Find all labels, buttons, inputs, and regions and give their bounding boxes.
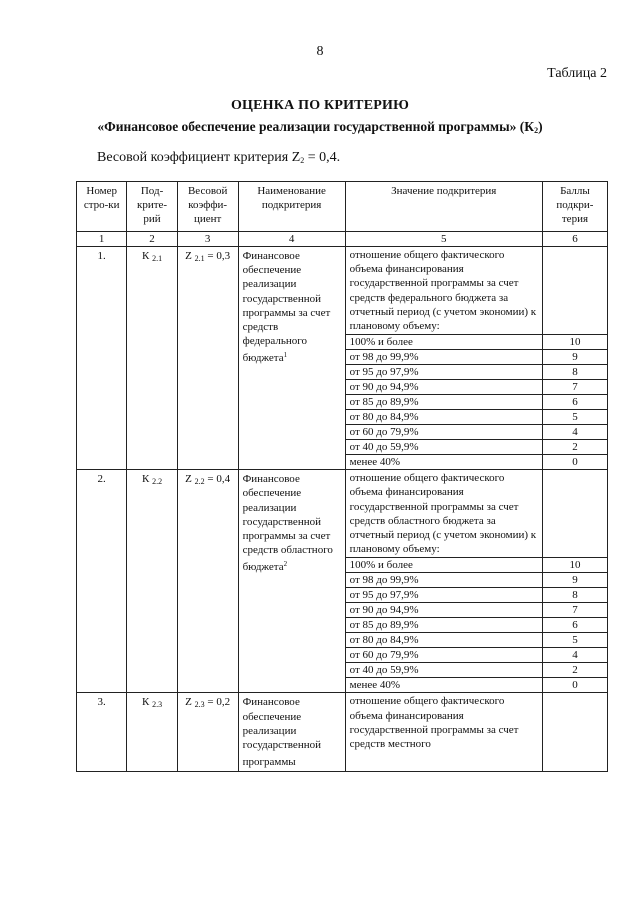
range-score: 5 (542, 633, 607, 648)
range-score: 8 (542, 365, 607, 380)
column-number: 6 (542, 232, 607, 247)
subcriterion-index: 2.3 (152, 700, 163, 710)
range-score: 2 (542, 440, 607, 455)
range-score: 0 (542, 455, 607, 470)
range-label: от 95 до 97,9% (345, 365, 542, 380)
weight-coefficient (177, 693, 238, 772)
header-score: Баллы подкри-терия (542, 182, 607, 232)
coefficient-letter: Z (185, 473, 195, 486)
subcriterion-description: отношение общего фактического объема финансирования государственной программы за счет средств областного бюджета за отчетный период (с учетом экономии) к плановому объему: (345, 470, 542, 558)
subcriterion-name (238, 247, 345, 470)
header-row-number: Номер стро-ки (77, 182, 127, 232)
score-blank-cell (542, 247, 607, 335)
weight-text: Весовой коэффициент критерия Z (97, 150, 301, 165)
subtitle-text: «Финансовое обеспечение реализации государственной программы» (К (97, 119, 535, 134)
range-score: 6 (542, 395, 607, 410)
coefficient-index: 2.2 (194, 477, 205, 487)
column-number: 4 (238, 232, 345, 247)
weight-coefficient (177, 470, 238, 693)
table-body (77, 247, 608, 772)
range-label: 100% и более (345, 335, 542, 350)
range-label: менее 40% (345, 678, 542, 693)
subcriterion-letter: К (141, 696, 153, 709)
subcriterion-name (238, 470, 345, 693)
subcriterion-letter: К (141, 250, 153, 262)
range-label: менее 40% (345, 455, 542, 470)
subcriterion-index: 2.2 (152, 477, 163, 487)
range-score: 9 (542, 573, 607, 588)
range-score: 10 (542, 558, 607, 573)
range-score: 7 (542, 603, 607, 618)
subcriterion-letter: К (141, 473, 153, 486)
range-score: 8 (542, 588, 607, 603)
score-blank-cell (542, 693, 607, 772)
coefficient-value: = 0,4 (204, 473, 231, 486)
coefficient-letter: Z (185, 250, 195, 262)
range-score: 6 (542, 618, 607, 633)
range-label: от 90 до 94,9% (345, 603, 542, 618)
column-number: 5 (345, 232, 542, 247)
range-label: от 60 до 79,9% (345, 648, 542, 663)
subcriterion-code (127, 470, 177, 693)
header-value: Значение подкритерия (345, 182, 542, 232)
subcriterion-description: отношение общего фактического объема финансирования государственной программы за счет средств федерального бюджета за отчетный период (с учетом экономии) к плановому объему: (345, 247, 542, 335)
subcriterion-name (238, 693, 345, 772)
range-label: от 40 до 59,9% (345, 440, 542, 455)
range-label: от 90 до 94,9% (345, 380, 542, 395)
header-name: Наименование подкритерия (238, 182, 345, 232)
table-header-row (77, 182, 608, 232)
range-score: 9 (542, 350, 607, 365)
range-label: от 85 до 89,9% (345, 618, 542, 633)
footnote-marker: 1 (283, 351, 288, 360)
table-row (77, 693, 608, 772)
row-number: 2. (77, 470, 127, 693)
column-number: 2 (127, 232, 177, 247)
range-label: от 40 до 59,9% (345, 663, 542, 678)
subcriterion-name-text: Финансовое обеспечение реализации государственной программы за счет средств областного бюджета (242, 473, 333, 574)
header-subcriterion: Под-крите-рий (127, 182, 177, 232)
score-blank-cell (542, 470, 607, 558)
coefficient-value: = 0,2 (204, 696, 231, 709)
weight-coefficient (177, 247, 238, 470)
subcriterion-description: отношение общего фактического объема финансирования государственной программы за счет средств местного (345, 693, 542, 772)
range-label: от 80 до 84,9% (345, 633, 542, 648)
criteria-table (76, 181, 608, 772)
range-label: 100% и более (345, 558, 542, 573)
column-number: 3 (177, 232, 238, 247)
range-label: от 85 до 89,9% (345, 395, 542, 410)
table-row (77, 247, 608, 335)
table-label: Таблица 2 (547, 66, 607, 81)
range-score: 5 (542, 410, 607, 425)
page-subtitle (0, 119, 640, 135)
coefficient-index: 2.1 (194, 254, 205, 263)
range-score: 4 (542, 648, 607, 663)
column-number: 1 (77, 232, 127, 247)
subtitle-end: ) (538, 119, 543, 134)
weight-value: = 0,4. (304, 150, 341, 165)
coefficient-letter: Z (185, 696, 195, 709)
range-label: от 60 до 79,9% (345, 425, 542, 440)
range-label: от 98 до 99,9% (345, 573, 542, 588)
range-score: 4 (542, 425, 607, 440)
footnote-marker: 2 (283, 560, 288, 569)
range-label: от 98 до 99,9% (345, 350, 542, 365)
subcriterion-name-text: Финансовое обеспечение реализации государственной программы (242, 696, 321, 769)
subtitle-subscript: 2 (534, 126, 539, 135)
column-number-row (77, 232, 608, 247)
range-label: от 80 до 84,9% (345, 410, 542, 425)
range-label: от 95 до 97,9% (345, 588, 542, 603)
page-title: ОЦЕНКА ПО КРИТЕРИЮ (230, 98, 410, 113)
range-score: 7 (542, 380, 607, 395)
row-number: 3. (77, 693, 127, 772)
range-score: 0 (542, 678, 607, 693)
weight-subscript: 2 (300, 156, 305, 165)
criterion-weight (97, 150, 340, 166)
table-row (77, 470, 608, 558)
subcriterion-code (127, 693, 177, 772)
subcriterion-code (127, 247, 177, 470)
subcriterion-index: 2.1 (152, 254, 163, 263)
row-number: 1. (77, 247, 127, 470)
subcriterion-name-text: Финансовое обеспечение реализации государственной программы за счет средств федерального бюджета (242, 250, 331, 365)
range-score: 2 (542, 663, 607, 678)
header-weight: Весовой коэффи-циент (177, 182, 238, 232)
range-score: 10 (542, 335, 607, 350)
coefficient-index: 2.3 (194, 700, 205, 710)
page-number: 8 (316, 44, 324, 59)
coefficient-value: = 0,3 (204, 250, 231, 262)
